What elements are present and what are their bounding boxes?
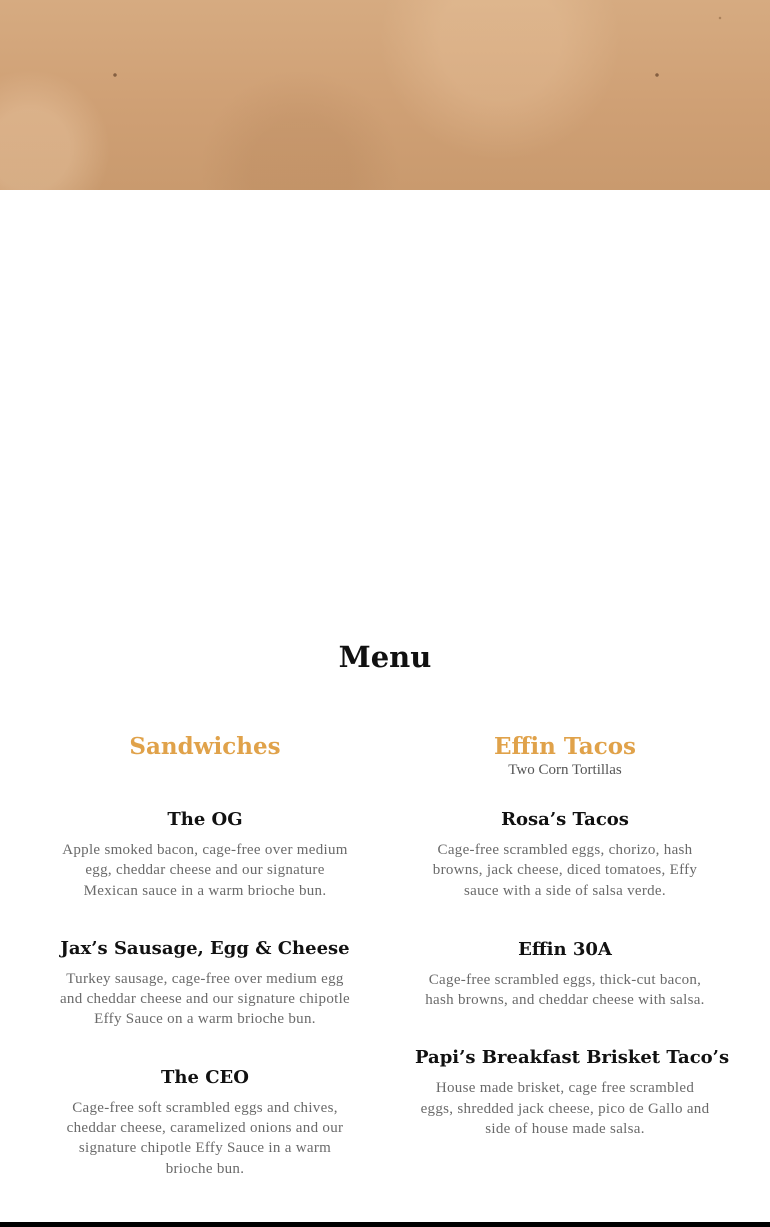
bottom-bar [0,1222,770,1227]
menu-item-description: Apple smoked bacon, cage-free over medium egg, cheddar cheese and our signature Mexican sauce in a warm brioche bun. [62,842,348,899]
menu-item-name: Jax’s Sausage, Egg & Cheese [60,937,350,959]
menu-item-description: Turkey sausage, cage-free over medium egg and cheddar cheese and our signature chipotle Effy Sauce on a warm brioche bun. [59,970,351,1028]
menu-item-name: Rosa’s Tacos [501,809,629,830]
section-heading: Sandwiches [129,733,281,760]
menu-item-description: Cage-free soft scrambled eggs and chives, cheddar cheese, caramelized onions and our signature chipotle Effy Sauce in a warm brioche bun. [66,1099,344,1177]
menu-title: Menu [338,640,432,674]
section-subheading: Two Corn Tortillas [508,762,622,778]
section-heading: Effin Tacos [494,733,636,760]
menu-item-name: Papi’s Breakfast Brisket Taco’s [415,1047,730,1069]
menu-item-description: Cage-free scrambled eggs, chorizo, hash browns, jack cheese, diced tomatoes, Effy sauce with a side of salsa verde. [432,842,698,899]
menu-item-description: Cage-free scrambled eggs, thick-cut bacon, hash browns, and cheddar cheese with salsa. [425,971,705,1009]
menu-item-name: The OG [167,809,243,830]
menu-item-name: Effin 30A [518,938,612,960]
hero-kraft-paper-banner [0,0,770,190]
section-effin-tacos [415,732,730,1139]
menu-item-name: The CEO [161,1066,249,1088]
menu-item-description: House made brisket, cage free scrambled eggs, shredded jack cheese, pico de Gallo and side of house made salsa. [420,1080,710,1138]
section-sandwiches [55,732,355,1179]
